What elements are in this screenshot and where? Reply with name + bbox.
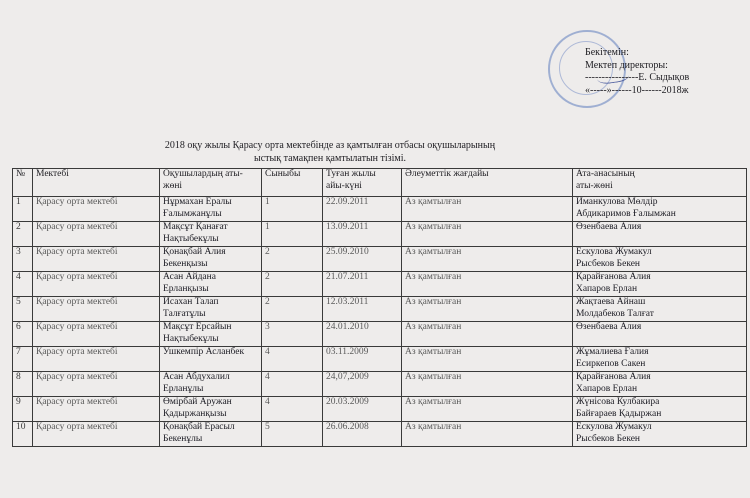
grade-cell: 2 (262, 297, 323, 322)
parents-cell (573, 297, 747, 322)
student-name-line-2: Нақтыбекұлы (163, 333, 219, 344)
birth-date-cell: 24,07,2009 (323, 372, 402, 397)
title-line-2: ыстық тамақпен қамтылатын тізімі. (253, 152, 407, 164)
header-birth (323, 169, 402, 197)
header-school: Мектебі (33, 169, 160, 197)
social-status-cell: Аз қамтылған (402, 322, 573, 347)
grade-cell: 3 (262, 322, 323, 347)
grade-cell: 2 (262, 247, 323, 272)
row-number: 4 (13, 272, 33, 297)
grade-cell: 4 (262, 372, 323, 397)
student-name-line-2: Бекенқызы (163, 258, 208, 269)
row-number: 1 (13, 197, 33, 222)
student-name-line-1: Исахан Талап (163, 297, 219, 307)
row-number: 8 (13, 372, 33, 397)
title-line-1: 2018 оқу жылы Қарасу орта мектебінде аз қамтылған отбасы оқушыларының (164, 140, 496, 151)
student-name-line-2: Қадыржанқызы (163, 408, 227, 419)
school-cell: Қарасу орта мектебі (33, 422, 160, 447)
table-row (13, 222, 747, 247)
social-status-cell: Аз қамтылған (402, 347, 573, 372)
parent-line-1: Ескулова Жумакул (576, 247, 652, 257)
parent-line-2: Молдабеков Талғат (576, 308, 654, 319)
header-birth-line-2: айы-күні (326, 180, 362, 191)
birth-date-cell: 12.03.2011 (323, 297, 402, 322)
parent-line-2: Абдикаримов Ғалымжан (576, 208, 676, 219)
school-cell: Қарасу орта мектебі (33, 347, 160, 372)
social-status-cell: Аз қамтылған (402, 397, 573, 422)
header-parents (573, 169, 747, 197)
school-cell: Қарасу орта мектебі (33, 397, 160, 422)
grade-cell: 2 (262, 272, 323, 297)
parents-cell (573, 397, 747, 422)
row-number: 2 (13, 222, 33, 247)
birth-date-cell: 21.07.2011 (323, 272, 402, 297)
student-name-cell (160, 397, 262, 422)
parent-line-2: Рысбеков Бекен (576, 258, 641, 269)
grade-cell: 1 (262, 197, 323, 222)
row-number: 3 (13, 247, 33, 272)
student-name-line-1: Қонақбай Алия (163, 247, 226, 257)
grade-cell: 4 (262, 397, 323, 422)
student-name-cell (160, 222, 262, 247)
social-status-cell: Аз қамтылған (402, 422, 573, 447)
header-birth-line-1: Туған жылы (326, 169, 376, 179)
table-header-row (13, 169, 747, 197)
student-name-cell (160, 247, 262, 272)
school-cell: Қарасу орта мектебі (33, 247, 160, 272)
grade-cell: 4 (262, 347, 323, 372)
table-row (13, 372, 747, 397)
header-parents-line-2: аты-жөні (576, 180, 613, 191)
social-status-cell: Аз қамтылған (402, 197, 573, 222)
student-name-line-1: Асан Айдана (163, 272, 216, 282)
student-name-line-2: Ерланұлы (163, 383, 204, 394)
social-status-cell: Аз қамтылған (402, 222, 573, 247)
student-name-cell (160, 422, 262, 447)
birth-date-cell: 22.09.2011 (323, 197, 402, 222)
table-row (13, 272, 747, 297)
birth-date-cell: 20.03.2009 (323, 397, 402, 422)
parent-line-1: Қарайғанова Алия (576, 272, 651, 282)
student-name-cell (160, 197, 262, 222)
student-name-line-1: Өмірбай Аружан (163, 397, 232, 407)
parent-line-2: Хапаров Ерлан (576, 383, 638, 394)
student-name-line-1: Асан Абдухалил (163, 372, 230, 382)
student-name-line-2: Талғатұлы (163, 308, 206, 319)
grade-cell: 5 (262, 422, 323, 447)
student-name-cell (160, 272, 262, 297)
parents-cell (573, 247, 747, 272)
parents-cell (573, 272, 747, 297)
table-row (13, 347, 747, 372)
student-name-line-1: Мақсұт Ерсайын (163, 322, 232, 332)
social-status-cell: Аз қамтылған (402, 372, 573, 397)
table-row (13, 247, 747, 272)
document-title (120, 140, 540, 165)
student-name-line-1: Қонақбай Ерасыл (163, 422, 235, 432)
approval-line-position: Мектеп директоры: (585, 59, 668, 71)
header-grade: Сыныбы (262, 169, 323, 197)
school-cell: Қарасу орта мектебі (33, 322, 160, 347)
birth-date-cell: 24.01.2010 (323, 322, 402, 347)
students-table (12, 168, 747, 447)
student-name-line-2: Ғалымжанұлы (163, 208, 222, 219)
school-cell: Қарасу орта мектебі (33, 222, 160, 247)
approval-line-approve: Бекітемін: (585, 47, 629, 58)
student-name-line-2: Бекенұлы (163, 433, 203, 444)
student-name-line-2: Нақтыбекұлы (163, 233, 219, 244)
table-row (13, 322, 747, 347)
parents-cell (573, 422, 747, 447)
student-name-cell (160, 372, 262, 397)
school-cell: Қарасу орта мектебі (33, 297, 160, 322)
row-number: 7 (13, 347, 33, 372)
header-status: Әлеуметтік жағдайы (402, 169, 573, 197)
parents-cell (573, 322, 747, 347)
table-row (13, 422, 747, 447)
student-name-cell (160, 322, 262, 347)
student-name-cell (160, 297, 262, 322)
parent-line-1: Иманкулова Мөлдір (576, 197, 658, 207)
parents-cell (573, 197, 747, 222)
parent-line-1: Жұмалиева Ғалия (576, 347, 649, 357)
parent-line-1: Қарайғанова Алия (576, 372, 651, 382)
parent-line-1: Ескулова Жумакул (576, 422, 652, 432)
parents-cell (573, 222, 747, 247)
student-name-line-1: Нұрмахан Ералы (163, 197, 232, 207)
parent-line-1: Өзенбаева Алия (576, 222, 642, 232)
parents-cell (573, 372, 747, 397)
approval-block (585, 47, 689, 97)
social-status-cell: Аз қамтылған (402, 247, 573, 272)
header-num: № (13, 169, 33, 197)
social-status-cell: Аз қамтылған (402, 297, 573, 322)
student-name-line-2: Ерланқызы (163, 283, 209, 294)
row-number: 9 (13, 397, 33, 422)
student-name-line-1: Ушкемпір Асланбек (163, 347, 245, 357)
parent-line-2: Рысбеков Бекен (576, 433, 641, 444)
parent-line-2: Есиркепов Сакен (576, 358, 646, 369)
school-cell: Қарасу орта мектебі (33, 272, 160, 297)
table-row (13, 197, 747, 222)
birth-date-cell: 13.09.2011 (323, 222, 402, 247)
header-parents-line-1: Ата-анасының (576, 169, 635, 179)
approval-line-signer: ----------------Е. Сыдықов (585, 72, 690, 83)
school-cell: Қарасу орта мектебі (33, 197, 160, 222)
header-name: Оқушылардың аты-жөні (160, 169, 262, 197)
row-number: 5 (13, 297, 33, 322)
birth-date-cell: 03.11.2009 (323, 347, 402, 372)
approval-line-date: «-----»------10------2018ж (585, 84, 689, 96)
grade-cell: 1 (262, 222, 323, 247)
parent-line-1: Жүнісова Кулбакира (576, 397, 660, 407)
student-name-line-1: Мақсұт Қанағат (163, 222, 228, 232)
birth-date-cell: 25.09.2010 (323, 247, 402, 272)
parent-line-1: Өзенбаева Алия (576, 322, 642, 332)
social-status-cell: Аз қамтылған (402, 272, 573, 297)
row-number: 10 (13, 422, 33, 447)
row-number: 6 (13, 322, 33, 347)
table-row (13, 397, 747, 422)
school-cell: Қарасу орта мектебі (33, 372, 160, 397)
parents-cell (573, 347, 747, 372)
parent-line-2: Хапаров Ерлан (576, 283, 638, 294)
student-name-cell (160, 347, 262, 372)
parent-line-1: Жақтаева Айнаш (576, 297, 646, 307)
birth-date-cell: 26.06.2008 (323, 422, 402, 447)
parent-line-2: Байғараев Қадыржан (576, 408, 662, 419)
table-row (13, 297, 747, 322)
